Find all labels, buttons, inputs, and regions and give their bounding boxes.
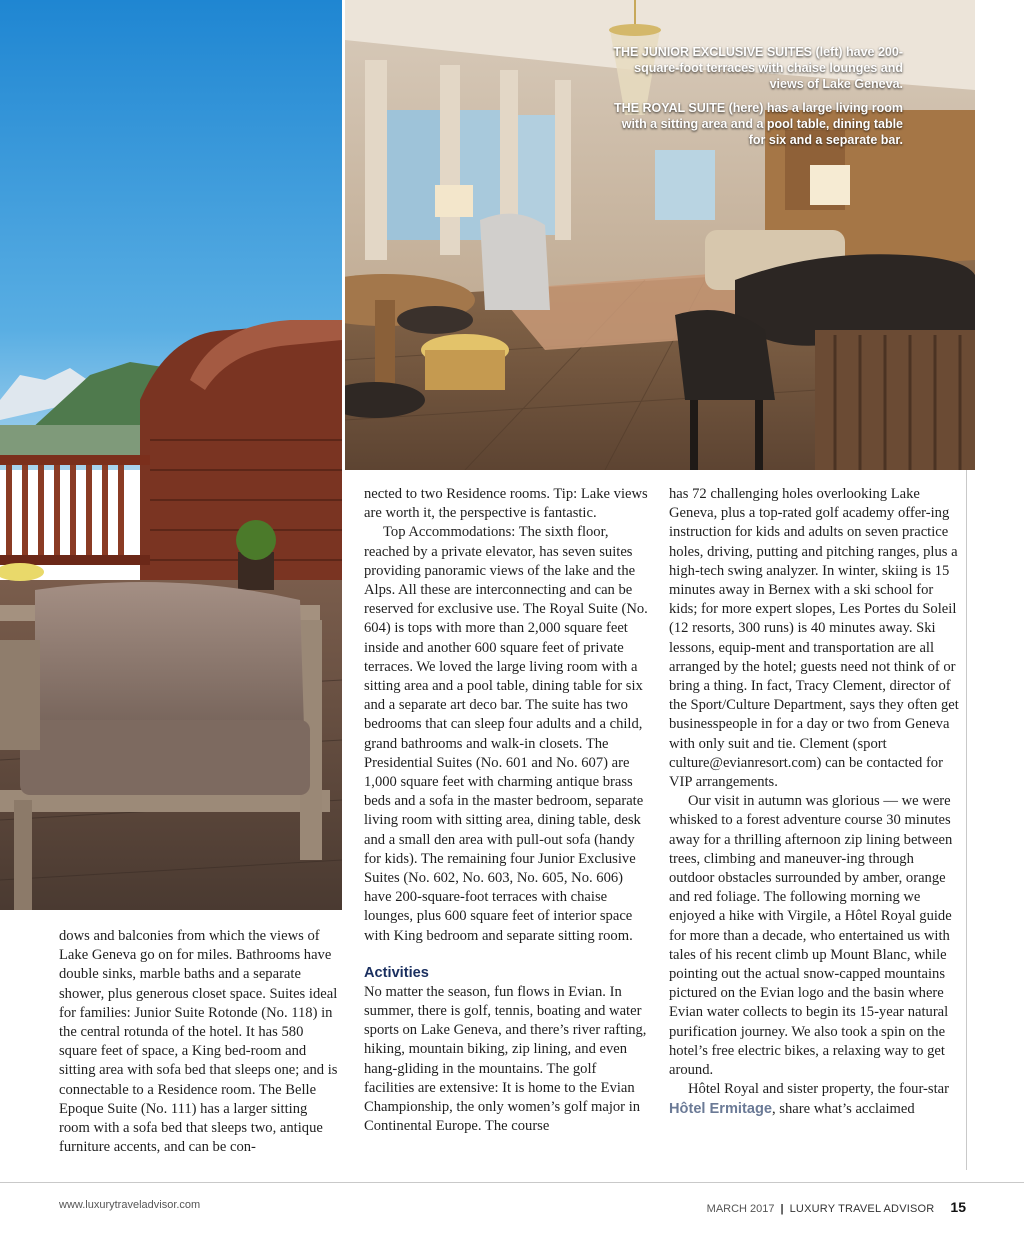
col2-paragraph-1: nected to two Residence rooms. Tip: Lake views are worth it, the perspective is fantastic.: [364, 486, 648, 522]
activities-subhead: Activities: [364, 964, 429, 981]
article-column-2: [364, 485, 650, 1137]
footer-website: www.luxurytraveladvisor.com: [59, 1199, 201, 1211]
footer-issue-date: MARCH 2017: [706, 1203, 775, 1215]
page-number: 15: [950, 1199, 966, 1215]
footer-magazine-name: LUXURY TRAVEL ADVISOR: [789, 1203, 935, 1215]
col3-paragraph-3-end: , share what’s acclaimed: [772, 1100, 915, 1117]
terrace-photo-illustration: [0, 0, 342, 910]
article-column-1: [59, 927, 341, 1157]
caption-junior-suites: THE JUNIOR EXCLUSIVE SUITES (left) have 200-square-foot terraces with chaise lounges and views of Lake Geneva.: [613, 45, 903, 91]
col2-paragraph-3: No matter the season, fun flows in Evian. In summer, there is golf, tennis, boating and water sports on Lake Geneva, and there’s river rafting, hiking, mountain biking, zip lining, and even hang-gliding in the mountains. The golf facilities are extensive: It is home to the Evian Championship, the only women’s golf major in Continental Europe. The course: [364, 983, 647, 1135]
footer-rule: [0, 1182, 1024, 1183]
caption-royal-suite: THE ROYAL SUITE (here) has a large living room with a sitting area and a pool table, dining table for six and a separate bar.: [614, 101, 903, 147]
article-column-3: [669, 485, 959, 1119]
col3-paragraph-3: [669, 1080, 959, 1118]
col3-paragraph-2: Our visit in autumn was glorious — we were whisked to a forest adventure course 30 minutes away for a thrilling afternoon zip lining between trees, climbing and maneuver-ing through outdoor obstacles surrounded by amber, orange and red foliage. The following morning we enjoyed a hike with Virgile, a Hôtel Royal guide for more than a decade, who entertained us with tales of his recent climb up Mount Blanc, while pointing out the actual snow-capped mountains pictured on the Evian logo and the basin where Evian water collects to begin its 15-year natural purification journey. We also took a spin on the hotel’s free electric bikes, a relaxing way to get around.: [669, 793, 953, 1079]
royal-suite-photo: [345, 0, 975, 470]
col1-paragraph-1: dows and balconies from which the views of Lake Geneva go on for miles. Bathrooms have double sinks, marble baths and a separate shower, plus generous closet space. Suites ideal for families: Junior Suite Rotonde (No. 118) in the central rotunda of the hotel. It has 580 square feet of space, a King bed-room and sitting area with sofa bed that sleeps one; and is connectable to a Residence room. The Belle Epoque Suite (No. 111) has a larger sitting room with a sofa bed that sleeps two, antique furniture accents, and can be con-: [59, 928, 338, 1156]
footer-folio: [707, 1199, 966, 1215]
col2-paragraph-2: Top Accommodations: The sixth floor, reached by a private elevator, has seven suites providing panoramic views of the lake and the Alps. All these are interconnecting and can be reserved for exclusive use. The Royal Suite (No. 604) is tops with more than 2,000 square feet inside and another 600 square feet of private terraces. We loved the large living room with a sitting area and a pool table, dining table for six and a separate art deco bar. The suite has two bedrooms that can sleep four adults and a child, grand bathrooms and walk-in closets. The Presidential Suites (No. 601 and No. 607) are 1,000 square feet with charming antique brass beds and a sofa in the master bedroom, separate living room with sitting area, dining table, desk and a small den area with pull-out sofa (handy for kids). The remaining four Junior Exclusive Suites (No. 602, No. 603, No. 605, No. 606) have 200-square-foot terraces with chaise lounges, plus 600 square feet of interior space with King bedroom and separate sitting room.: [364, 524, 648, 944]
col3-paragraph-3-start: Hôtel Royal and sister property, the four-star: [688, 1081, 949, 1098]
footer-separator: |: [780, 1203, 784, 1215]
photo-caption: [603, 44, 903, 156]
terrace-photo: [0, 0, 342, 910]
hotel-ermitage-name: Hôtel Ermitage: [669, 1100, 772, 1117]
column-rule: [966, 470, 967, 1170]
col3-paragraph-1: has 72 challenging holes overlooking Lake Geneva, plus a top-rated golf academy offer-ing instruction for kids and adults on seven practice holes, driving, putting and pitching ranges, plus a high-tech swing analyzer. In winter, skiing is 15 minutes away in Bernex with a ski school for kids; for more expert slopes, Les Portes du Soleil (12 resorts, 300 runs) is 40 minutes away. Ski lessons, equip-ment and transportation are all arranged by the hotel; guests need not think of or bring a thing. In fact, Tracy Clement, director of the Sport/Culture Department, says they often get businesspeople in for a day or two from Geneva with only suit and tie. Clement (sport culture@evianresort.com) can be contacted for VIP arrangements.: [669, 486, 959, 791]
